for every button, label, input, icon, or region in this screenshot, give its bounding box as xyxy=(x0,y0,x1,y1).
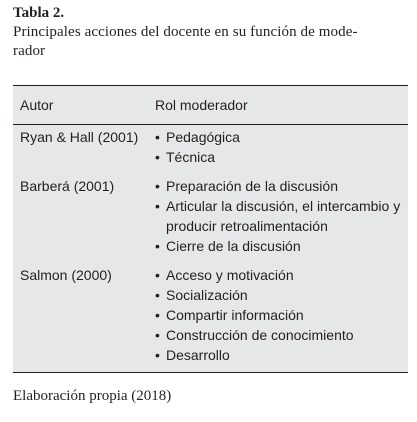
role-item: • Construcción de conocimiento xyxy=(155,327,354,343)
header-autor: Autor xyxy=(20,97,54,113)
role-item: • Acceso y motivación xyxy=(155,267,294,283)
role-list xyxy=(155,127,405,167)
bullet-icon: • xyxy=(155,307,160,323)
bullet-icon: • xyxy=(155,347,160,363)
bullet-icon: • xyxy=(155,327,160,343)
row-autor: Ryan & Hall (2001) xyxy=(20,129,139,145)
role-item: • Preparación de la discusión xyxy=(155,178,338,194)
table-bottom-rule xyxy=(13,372,408,373)
role-item: • Articular la discusión, el intercambio y xyxy=(155,198,401,214)
header-rol-moderador: Rol moderador xyxy=(155,97,248,113)
role-list xyxy=(155,176,405,256)
role-item-continuation: producir retroalimentación xyxy=(166,218,328,234)
table-number: Tabla 2. xyxy=(13,5,65,21)
table-header xyxy=(13,85,408,125)
role-item: • Compartir información xyxy=(155,307,304,323)
bullet-icon: • xyxy=(155,267,160,283)
table-caption xyxy=(13,4,408,61)
role-item: • Pedagógica xyxy=(155,129,240,145)
role-item: • Desarrollo xyxy=(155,347,230,363)
bullet-icon: • xyxy=(155,149,160,165)
table-title-line-2: rador xyxy=(13,43,46,59)
bullet-icon: • xyxy=(155,287,160,303)
bullet-icon: • xyxy=(155,238,160,254)
table-source: Elaboración propia (2018) xyxy=(13,388,172,404)
moderator-roles-table xyxy=(13,85,408,373)
role-item: • Cierre de la discusión xyxy=(155,238,301,254)
table-title-line-1: Principales acciones del docente en su función de mode- xyxy=(13,24,358,40)
role-list xyxy=(155,265,405,365)
role-item: • Socialización xyxy=(155,287,248,303)
role-item: • Técnica xyxy=(155,149,216,165)
bullet-icon: • xyxy=(155,198,160,214)
row-autor: Salmon (2000) xyxy=(20,267,112,283)
row-autor: Barberá (2001) xyxy=(20,178,115,194)
bullet-icon: • xyxy=(155,178,160,194)
bullet-icon: • xyxy=(155,129,160,145)
